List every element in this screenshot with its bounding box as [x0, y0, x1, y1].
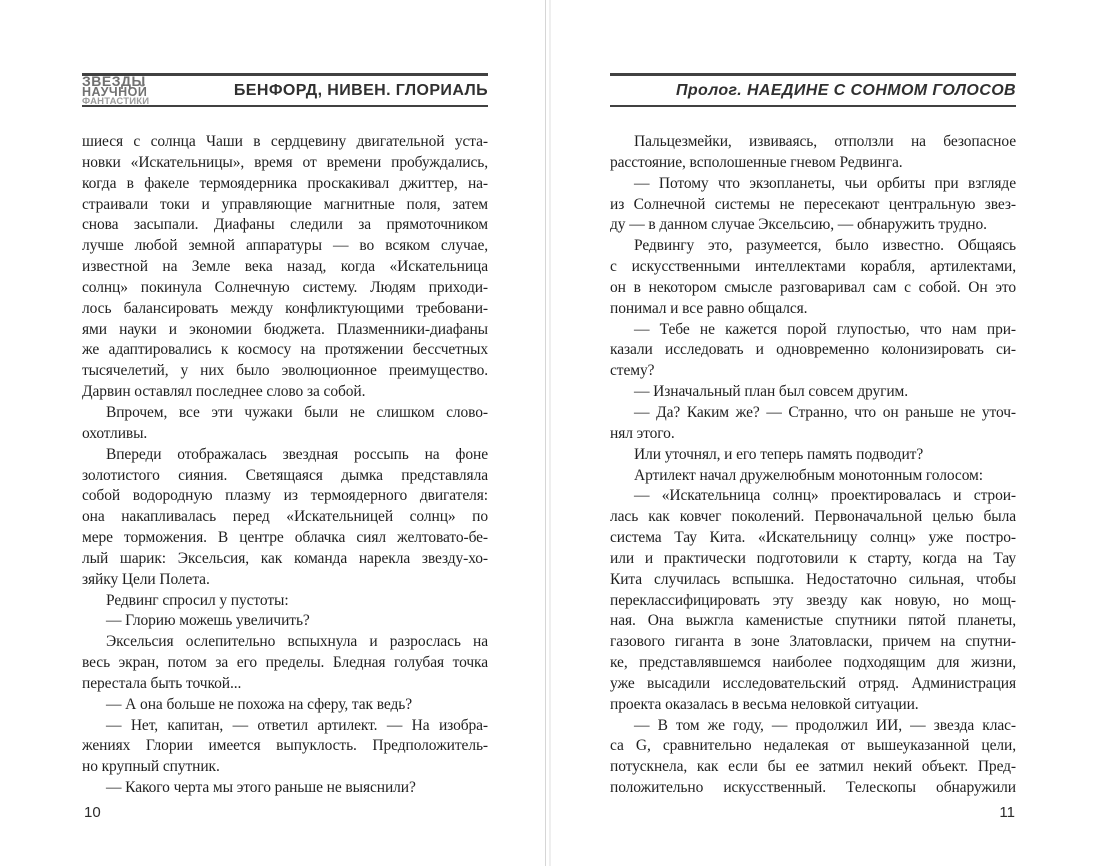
text-line: золотистого сияния. Светящаяся дымка представляла — [82, 466, 488, 484]
text-line: он в некотором смысле разговаривал сам с собой. Он это — [610, 278, 1016, 296]
text-line: мере торможения. В центре облачка сиял желтовато-бе- — [82, 529, 488, 547]
text-line: тысячелетий, у них было эволюционное преимущество. — [82, 362, 488, 380]
text-line: с искусственными интеллектами корабля, артилектами, — [610, 258, 1016, 276]
text-line: ке, представлявшемся наиболее подходящим для жизни, — [610, 654, 1016, 672]
left-page — [82, 0, 488, 866]
series-logo — [82, 72, 150, 107]
text-line: понимал и все равно общался. — [610, 299, 808, 317]
left-page-text — [82, 132, 488, 799]
text-line: ями науки и экономии бюджета. Плазменники-диафаны — [82, 320, 488, 338]
text-line: — Глорию можешь увеличить? — [106, 612, 310, 630]
text-line: положительно искусственный. Телескопы обнаружили — [610, 779, 1016, 797]
text-line: система Тау Кита. «Искательницу солнц» уже постро- — [610, 529, 1016, 547]
text-line: весь экран, потом за его пределы. Бледная голубая точка — [82, 654, 488, 672]
text-line: — «Искательница солнц» проектировалась и строи- — [634, 487, 1016, 505]
text-line: нял этого. — [610, 424, 675, 442]
text-line: — Нет, капитан, — ответил артилект. — На изобра- — [106, 716, 488, 734]
text-line: расстояние, всполошенные гневом Редвинга. — [610, 153, 903, 171]
text-line: она накапливалась перед «Искательницей солнц» по — [82, 508, 488, 526]
text-line: Артилект начал дружелюбным монотонным голосом: — [634, 466, 983, 484]
text-line: — Потому что экзопланеты, чьи орбиты при взгляде — [634, 174, 1016, 192]
text-line: потускнела, как если бы ее затмил некий объект. Пред- — [610, 758, 1016, 776]
text-line: — Да? Каким же? — Странно, что он раньше не уточ- — [634, 403, 1016, 421]
text-line: — Какого черта мы этого раньше не выяснили? — [106, 779, 416, 797]
text-line: ду — в данном случае Эксельсию, — обнаружить трудно. — [610, 216, 987, 234]
text-line: газового гиганта в зоне Златовласки, причем на спутни- — [610, 633, 1016, 651]
text-line: проекта оказалась в весьма неловкой ситуации. — [610, 695, 919, 713]
text-line: страивали токи и управляющие магнитные поля, затем — [82, 195, 488, 213]
text-line: снова засыпали. Диафаны следили за прямоточником — [82, 216, 488, 234]
text-line: солнц» покинула Солнечную систему. Людям приходи- — [82, 278, 488, 296]
text-line: новки «Искательницы», время от времени пробуждались, — [82, 153, 488, 171]
text-line: лось балансировать между конфликтующими требовани- — [82, 299, 488, 317]
text-line: стему? — [610, 362, 655, 380]
text-line: уже высадили исследовательский отряд. Администрация — [610, 674, 1016, 692]
text-line: лый шарик: Эксельсия, как команда нарекла звезду-хо- — [82, 549, 488, 567]
text-line: — В том же году, — продолжил ИИ, — звезда клас- — [634, 716, 1016, 734]
right-page-text — [610, 132, 1016, 799]
text-line: Кита случилась вспышка. Недостаточно сильная, чтобы — [610, 570, 1016, 588]
running-title-chapter: Пролог. НАЕДИНЕ С СОНМОМ ГОЛОСОВ — [675, 81, 1016, 99]
text-line: Эксельсия ослепительно вспыхнула и разрослась на — [106, 633, 488, 651]
text-line: зяйку Цели Полета. — [82, 570, 210, 588]
right-page — [610, 0, 1016, 866]
text-line: Редвингу это, разумеется, было известно. Общаясь — [634, 237, 1016, 255]
text-line: — А она больше не похожа на сферу, так ведь? — [106, 695, 412, 713]
text-line: лучше любой земной аппаратуры — во всяком случае, — [82, 237, 488, 255]
text-line: казали исследовать и одновременно колонизировать си- — [610, 341, 1016, 359]
text-line: Пальцезмейки, извиваясь, отползли на безопасное — [634, 133, 1016, 150]
page-number-left: 10 — [84, 804, 101, 821]
right-page-header — [610, 73, 1016, 107]
text-line: — Тебе не кажется порой глупостью, что нам при- — [634, 320, 1016, 338]
text-line: шиеся с солнца Чаши в сердцевину двигательной уста- — [82, 133, 488, 150]
text-line: известной на Земле века назад, когда «Искательница — [82, 258, 488, 276]
page-gutter-shadow — [549, 0, 551, 866]
text-line: — Изначальный план был совсем другим. — [634, 383, 909, 401]
text-line: лась как ковчег поколений. Первоначальной целью была — [610, 508, 1016, 526]
text-line: же адаптировались к космосу на протяжении бессчетных — [82, 341, 488, 359]
page-number-right: 11 — [999, 804, 1015, 821]
text-line: Или уточнял, и его теперь память подводит? — [634, 445, 924, 463]
text-line: жениях Глории имеется выпуклость. Предположитель- — [82, 737, 488, 755]
text-line: охотливы. — [82, 424, 148, 442]
text-line: са G, сравнительно недалекая от вышеуказанной цели, — [610, 737, 1016, 755]
text-line: Впереди отображалась звездная россыпь на фоне — [106, 445, 488, 463]
text-line: Впрочем, все эти чужаки были не слишком слово- — [106, 403, 488, 421]
left-page-header — [82, 73, 488, 107]
series-logo-line-3: ФАНТАСТИКИ — [82, 95, 150, 107]
running-title-authors: БЕНФОРД, НИВЕН. ГЛОРИАЛЬ — [233, 81, 488, 99]
text-line: переклассифицировать эту звезду как новую, но мощ- — [610, 591, 1016, 609]
text-line: перестала быть точкой... — [82, 674, 242, 692]
text-line: когда в факеле термоядерника проскакивал джиттер, на- — [82, 174, 488, 192]
text-line: Редвинг спросил у пустоты: — [106, 591, 289, 609]
text-line: Дарвин оставлял последнее слово за собой. — [82, 383, 366, 401]
series-logo-line-2: НАУЧНОЙ — [82, 84, 148, 99]
text-line: ная. Она выжгла каменистые спутники пятой планеты, — [610, 612, 1016, 630]
text-line: но крупный спутник. — [82, 758, 220, 776]
text-line: или и практически подготовили к старту, когда на Тау — [610, 549, 1016, 567]
text-line: собой водородную плазму из термоядерного двигателя: — [82, 487, 488, 505]
text-line: из Солнечной системы не пересекают центральную звез- — [610, 195, 1016, 213]
page-gutter-divider — [545, 0, 546, 866]
series-logo-line-1: ЗВЕЗДЫ — [82, 72, 146, 89]
